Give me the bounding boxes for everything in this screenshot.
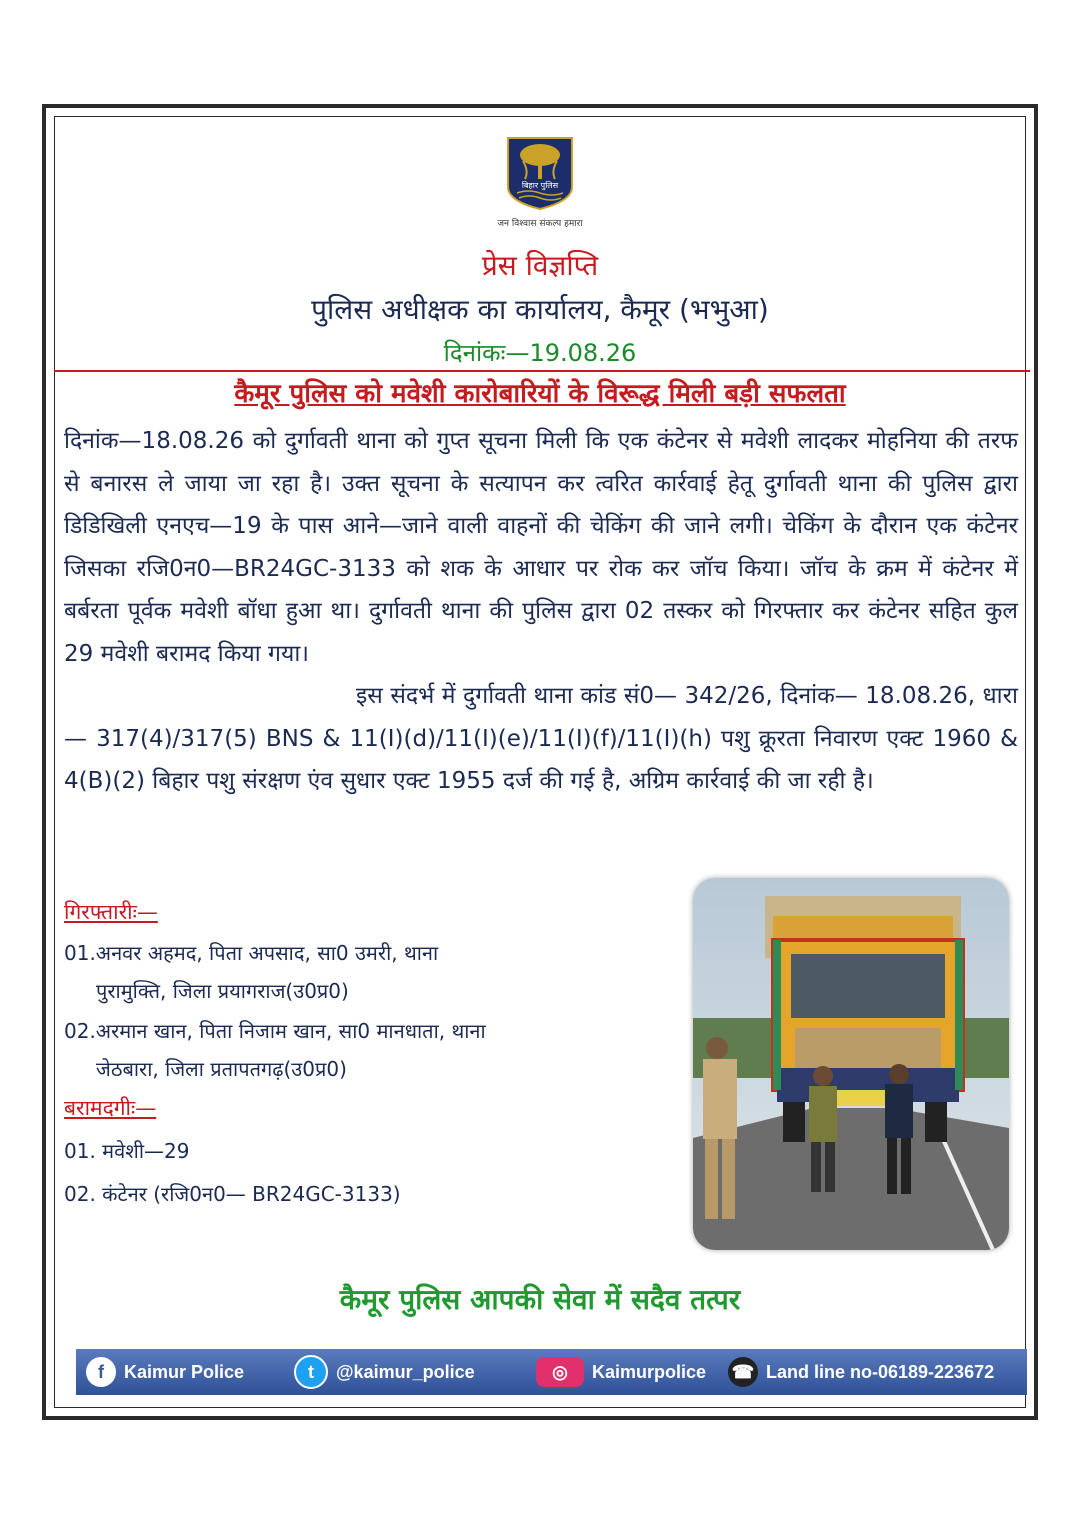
office-name: पुलिस अधीक्षक का कार्यालय, कैमूर (भभुआ) <box>311 293 769 326</box>
landline-info <box>728 1357 994 1387</box>
arrest-item-2-line2: जेठबारा, जिला प्रतापतगढ़(उ0प्र0) <box>96 1057 347 1081</box>
instagram-link[interactable] <box>536 1357 706 1387</box>
body-paragraph-1: दिनांक—18.08.26 को दुर्गावती थाना को गुप्त सूचना मिली कि एक कंटेनर से मवेशी लादकर मोहनिया की तरफ से बनारस ले जाया जा रहा है। उक्त सूचना के सत्यापन कर त्वरित कार्रवाई हेतू दुर्गावती थाना की पुलिस द्वारा डिडिखिली एनएच—19 के पास आने—जाने वाली वाहनों की चेकिंग की जाने लगी। चेकिंग के दौरान एक कंटेनर जिसका रजि0न0—BR24GC-3133 को शक के आधार पर रोक कर जॉच किया। जॉच के क्रम में कंटेनर में बर्बरता पूर्वक मवेशी बॉधा हुआ था। दुर्गावती थाना की पुलिस द्वारा 02 तस्कर को गिरफ्तार कर कंटेनर सहित कुल 29 मवेशी बरामद किया गया। <box>64 428 1018 667</box>
headline: कैमूर पुलिस को मवेशी कारोबारियों के विरूद्ध मिली बड़ी सफलता <box>234 379 846 409</box>
bihar-police-emblem <box>505 135 575 211</box>
body-paragraph-2: इस संदर्भ में दुर्गावती थाना कांड सं0— 342/26, दिनांक— 18.08.26, धारा— 317(4)/317(5) BNS & 11(I)(d)/11(I)(e)/11(I)(f)/11(I)(h) पशु क्रूरता निवारण एक्ट 1960 & 4(B)(2) बिहार पशु संरक्षण एंव सुधार एक्ट 1955 दर्ज की गई है, अग्रिम कार्रवाई की जा रही है। <box>64 683 1018 794</box>
svg-text:बिहार पुलिस: बिहार पुलिस <box>521 181 559 190</box>
press-release-title: प्रेस विज्ञप्ति <box>481 249 599 282</box>
instagram-icon: ◎ <box>536 1357 584 1387</box>
twitter-label: @kaimur_police <box>336 1361 475 1382</box>
arrest-item-1-line1: 01.अनवर अहमद, पिता अपसाद, सा0 उमरी, थाना <box>64 941 439 965</box>
arrest-item-1-line2: पुरामुक्ति, जिला प्रयागराज(उ0प्र0) <box>96 979 349 1003</box>
telephone-icon: ☎ <box>728 1357 758 1387</box>
recovery-label: बरामदगीः— <box>64 1096 157 1120</box>
facebook-icon: f <box>86 1357 116 1387</box>
seized-truck-photo <box>693 878 1009 1250</box>
facebook-label: Kaimur Police <box>124 1361 245 1382</box>
arrest-item-1 <box>64 934 438 1010</box>
recovery-item-1: 01. मवेशी—29 <box>64 1139 190 1163</box>
arrest-item-2 <box>64 1012 486 1088</box>
twitter-icon: t <box>294 1355 328 1389</box>
header-divider <box>54 370 1030 372</box>
arrests-label: गिरफ्तारीः— <box>64 900 158 924</box>
instagram-label: Kaimurpolice <box>592 1361 707 1382</box>
twitter-link[interactable] <box>294 1355 475 1389</box>
social-footer <box>76 1349 1027 1395</box>
slogan: कैमूर पुलिस आपकी सेवा में सदैव तत्पर <box>339 1283 741 1316</box>
facebook-link[interactable] <box>86 1357 244 1387</box>
release-date: दिनांकः—19.08.26 <box>443 339 637 367</box>
arrest-item-2-line1: 02.अरमान खान, पिता निजाम खान, सा0 मानधाता, थाना <box>64 1019 486 1043</box>
emblem-motto: जन विश्वास संकल्प हमारा <box>497 219 583 229</box>
landline-label: Land line no-06189-223672 <box>766 1361 995 1382</box>
recovery-item-2: 02. कंटेनर (रजि0न0— BR24GC-3133) <box>64 1182 401 1206</box>
body-text <box>64 420 1018 803</box>
